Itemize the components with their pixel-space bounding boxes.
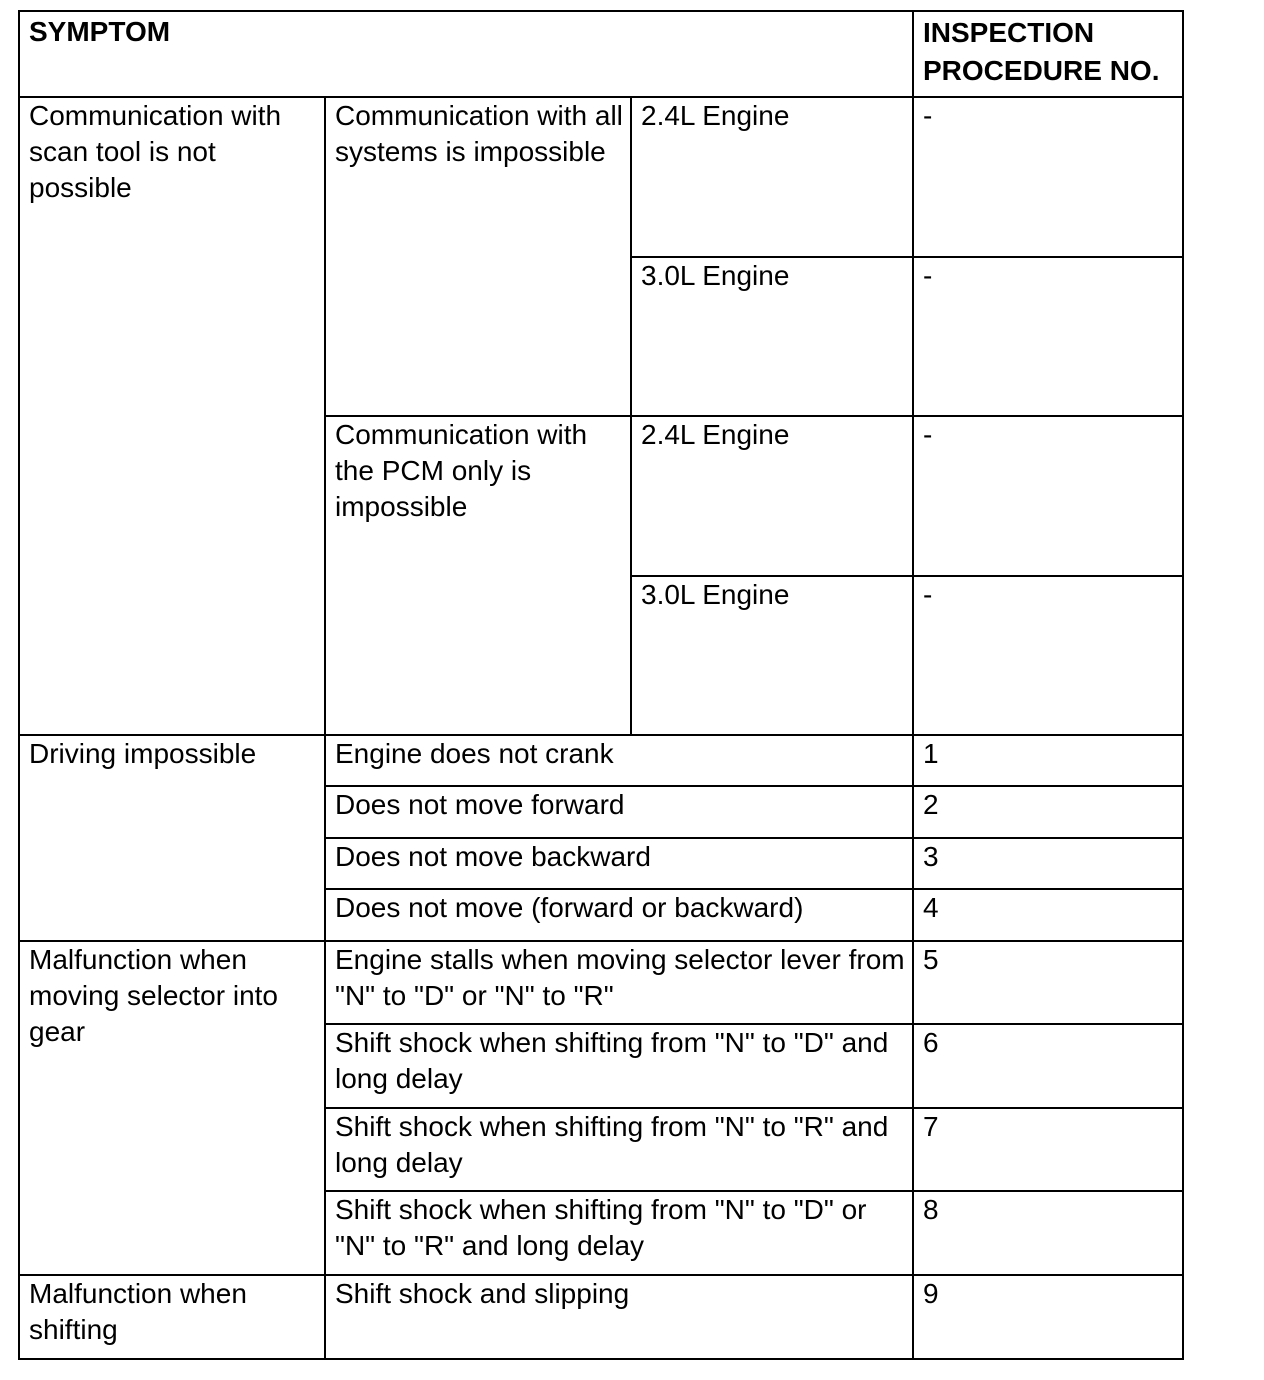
engine-cell: 2.4L Engine	[631, 416, 913, 576]
symptom-cell: Shift shock when shifting from "N" to "D" or "N" to "R" and long delay	[325, 1191, 913, 1275]
symptom-cell: Does not move forward	[325, 786, 913, 838]
symptom-cell: Engine stalls when moving selector lever from "N" to "D" or "N" to "R"	[325, 941, 913, 1024]
procedure-cell: 5	[913, 941, 1183, 1024]
symptom-cell: Does not move backward	[325, 838, 913, 889]
symptom-group-selector: Malfunction when moving selector into gear	[19, 941, 325, 1275]
table-row	[19, 941, 1183, 1024]
procedure-cell: 2	[913, 786, 1183, 838]
symptom-table	[18, 10, 1184, 1360]
subsymptom-pcm-only: Communication with the PCM only is impossible	[325, 416, 631, 735]
procedure-cell: 4	[913, 889, 1183, 941]
procedure-cell: 7	[913, 1108, 1183, 1191]
symptom-group-shifting: Malfunction when shifting	[19, 1275, 325, 1359]
header-symptom: SYMPTOM	[19, 11, 913, 97]
header-row	[19, 11, 1183, 97]
symptom-cell: Shift shock and slipping	[325, 1275, 913, 1359]
table-row	[19, 1275, 1183, 1359]
symptom-cell: Does not move (forward or backward)	[325, 889, 913, 941]
engine-cell: 3.0L Engine	[631, 257, 913, 416]
procedure-cell: 3	[913, 838, 1183, 889]
header-inspection-procedure: INSPECTION PROCEDURE NO.	[913, 11, 1183, 97]
engine-cell: 3.0L Engine	[631, 576, 913, 735]
procedure-cell: 8	[913, 1191, 1183, 1275]
procedure-cell: -	[913, 416, 1183, 576]
table-row	[19, 97, 1183, 257]
table-row	[19, 735, 1183, 786]
procedure-cell: -	[913, 257, 1183, 416]
symptom-group-driving: Driving impossible	[19, 735, 325, 941]
symptom-group-communication: Communication with scan tool is not possible	[19, 97, 325, 735]
engine-cell: 2.4L Engine	[631, 97, 913, 257]
symptom-cell: Shift shock when shifting from "N" to "D" and long delay	[325, 1024, 913, 1108]
procedure-cell: -	[913, 97, 1183, 257]
symptom-cell: Shift shock when shifting from "N" to "R" and long delay	[325, 1108, 913, 1191]
procedure-cell: 1	[913, 735, 1183, 786]
procedure-cell: 6	[913, 1024, 1183, 1108]
procedure-cell: -	[913, 576, 1183, 735]
subsymptom-all-systems: Communication with all systems is impossible	[325, 97, 631, 416]
procedure-cell: 9	[913, 1275, 1183, 1359]
symptom-cell: Engine does not crank	[325, 735, 913, 786]
